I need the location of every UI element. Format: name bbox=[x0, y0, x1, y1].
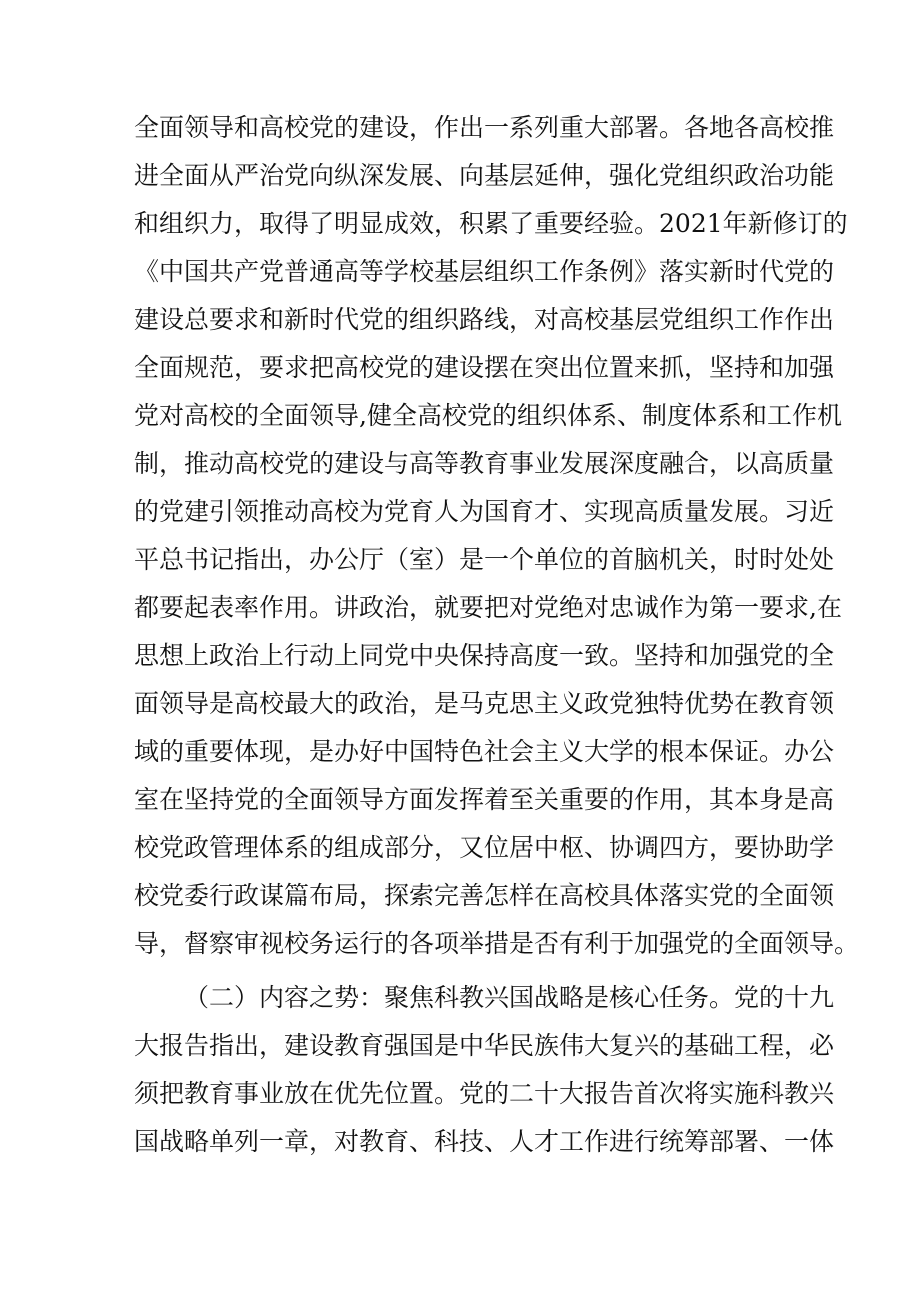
body-text-line: 进全面从严治党向纵深发展、向基层延伸，强化党组织政治功能 bbox=[134, 161, 835, 190]
body-text-line: 导，督察审视校务运行的各项举措是否有利于加强党的全面领导。 bbox=[134, 929, 860, 958]
body-text-line: 《中国共产党普通高等学校基层组织工作条例》落实新时代党的 bbox=[134, 257, 835, 286]
body-text-line: 室在坚持党的全面领导方面发挥着至关重要的作用，其本身是高 bbox=[134, 785, 835, 814]
body-text-line: 都要起表率作用。讲政治，就要把对党绝对忠诚作为第一要求,在 bbox=[134, 593, 842, 622]
body-text-line: 的党建引领推动高校为党育人为国育才、实现高质量发展。习近 bbox=[134, 497, 835, 526]
section-heading-line: （二）内容之势：聚焦科教兴国战略是核心任务。党的十九 bbox=[184, 983, 835, 1012]
body-text-line: 思想上政治上行动上同党中央保持高度一致。坚持和加强党的全 bbox=[134, 641, 835, 670]
body-text-line: 须把教育事业放在优先位置。党的二十大报告首次将实施科教兴 bbox=[134, 1079, 835, 1108]
body-text-line: 全面规范，要求把高校党的建设摆在突出位置来抓，坚持和加强 bbox=[134, 353, 835, 382]
body-text-line: 大报告指出，建设教育强国是中华民族伟大复兴的基础工程，必 bbox=[134, 1031, 835, 1060]
body-text-line: 平总书记指出，办公厅（室）是一个单位的首脑机关，时时处处 bbox=[134, 545, 835, 574]
body-text-line: 域的重要体现，是办好中国特色社会主义大学的根本保证。办公 bbox=[134, 737, 835, 766]
body-text-line: 国战略单列一章，对教育、科技、人才工作进行统筹部署、一体 bbox=[134, 1127, 835, 1156]
body-text-line: 制，推动高校党的建设与高等教育事业发展深度融合，以高质量 bbox=[134, 449, 835, 478]
body-text-line: 全面领导和高校党的建设，作出一系列重大部署。各地各高校推 bbox=[134, 113, 835, 142]
body-text-line: 校党委行政谋篇布局，探索完善怎样在高校具体落实党的全面领 bbox=[134, 881, 835, 910]
body-text-line: 和组织力，取得了明显成效，积累了重要经验。2021年新修订的 bbox=[134, 209, 848, 238]
body-text-line: 建设总要求和新时代党的组织路线，对高校基层党组织工作作出 bbox=[134, 305, 835, 334]
body-text-line: 面领导是高校最大的政治，是马克思主义政党独特优势在教育领 bbox=[134, 689, 835, 718]
body-text-line: 党对高校的全面领导,健全高校党的组织体系、制度体系和工作机 bbox=[134, 401, 842, 430]
body-text-line: 校党政管理体系的组成部分，又位居中枢、协调四方，要协助学 bbox=[134, 833, 835, 862]
